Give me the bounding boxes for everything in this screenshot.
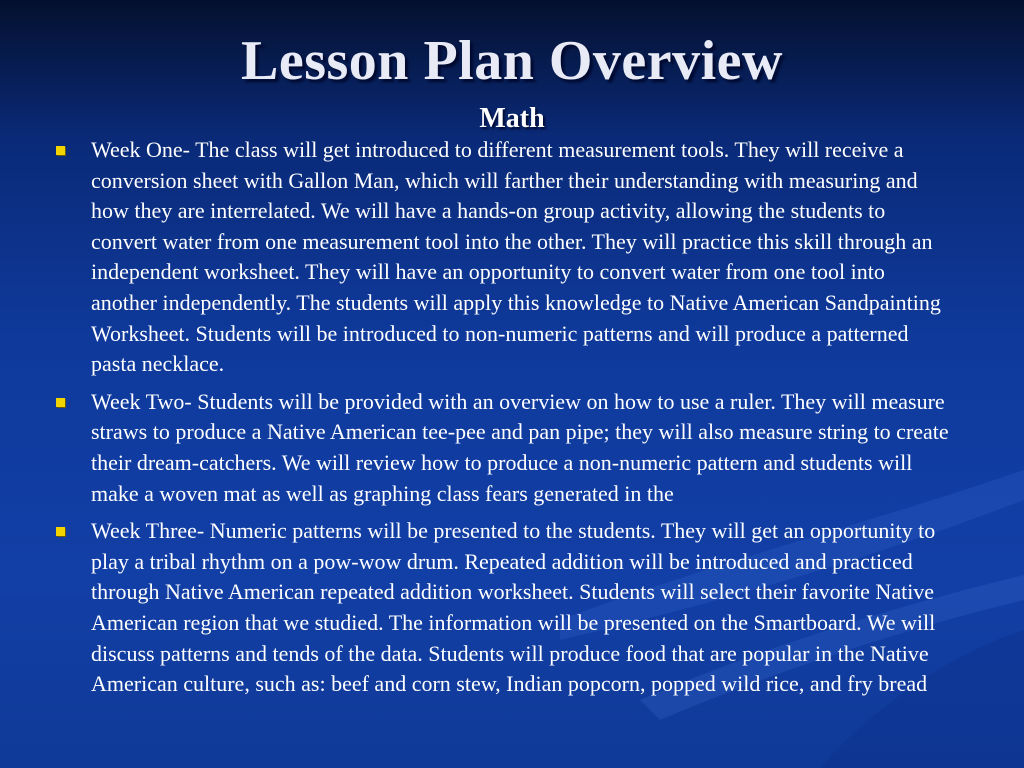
square-bullet-icon	[56, 398, 65, 407]
square-bullet-icon	[56, 527, 65, 536]
bullet-text: Week Three- Numeric patterns will be presented to the students. They will get an opportunity to play a tribal rhythm on a pow-wow drum. Repeated addition will be introduced and practiced through Native American repeated addition worksheet. Students will select their favorite Native American region that we studied. The information will be presented on the Smartboard. We will discuss patterns and tends of the data. Students will produce food that are popular in the Native American culture, such as: beef and corn stew, Indian popcorn, popped wild rice, and fry bread	[91, 518, 936, 697]
bullet-week-two	[50, 387, 950, 509]
bullet-text: Week One- The class will get introduced to different measurement tools. They will receive a conversion sheet with Gallon Man, which will farther their understanding with measuring and how they are interrelated. We will have a hands-on group activity, allowing the students to convert water from one measurement tool into the other. They will practice this skill through an independent worksheet. They will have an opportunity to convert water from one tool into another independently. The students will apply this knowledge to Native American Sandpainting Worksheet. Students will be introduced to non-numeric patterns and will produce a patterned pasta necklace.	[91, 137, 941, 377]
square-bullet-icon	[56, 146, 65, 155]
bullet-week-one	[50, 135, 950, 380]
bullet-text: Week Two- Students will be provided with an overview on how to use a ruler. They will measure straws to produce a Native American tee-pee and pan pipe; they will also measure string to create their dream-catchers. We will review how to produce a non-numeric pattern and students will make a woven mat as well as graphing class fears generated in the	[91, 388, 949, 506]
slide-title: Lesson Plan Overview	[241, 30, 783, 92]
bullet-week-three	[50, 516, 950, 700]
slide-subtitle: Math	[479, 103, 545, 134]
bullet-list	[50, 135, 950, 707]
